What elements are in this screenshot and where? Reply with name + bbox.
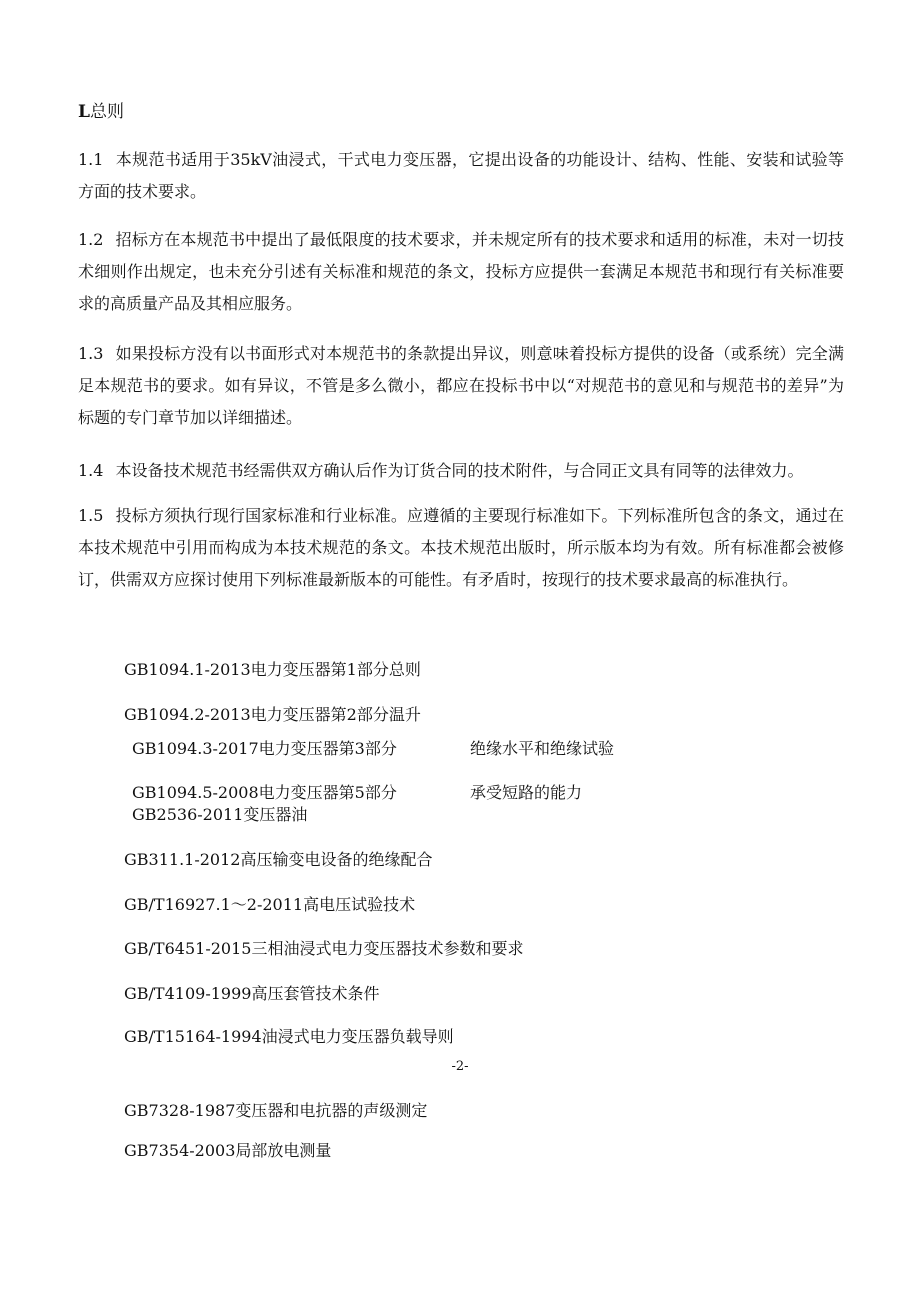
- standard-item: GB7328-1987变压器和电抗器的声级测定: [124, 1101, 428, 1120]
- standard-item-subtitle: 承受短路的能力: [470, 783, 583, 802]
- section-heading: [78, 100, 124, 124]
- standard-item: GB1094.1-2013电力变压器第1部分总则: [124, 660, 421, 679]
- section-title: 总则: [89, 102, 124, 122]
- standard-item: GB311.1-2012高压输变电设备的绝缘配合: [124, 850, 433, 869]
- paragraph-1-3: [78, 338, 844, 434]
- standard-item: GB1094.3-2017电力变压器第3部分: [132, 739, 397, 758]
- standard-item: GB2536-2011变压器油: [132, 805, 308, 824]
- page-number: -2-: [451, 1059, 469, 1074]
- paragraph-number: 1.2: [78, 230, 104, 249]
- standard-item: GB7354-2003局部放电测量: [124, 1141, 332, 1160]
- section-number: L: [78, 102, 90, 122]
- standard-item: GB/T6451-2015三相油浸式电力变压器技术参数和要求: [124, 939, 524, 958]
- paragraph-text: 投标方须执行现行国家标准和行业标准。应遵循的主要现行标准如下。下列标准所包含的条文，通过在本技术规范中引用而构成为本技术规范的条文。本技术规范出版时，所示版本均为有效。所有标准都会被修订，供需双方应探讨使用下列标准最新版本的可能性。有矛盾时，按现行的技术要求最高的标准执行。: [78, 506, 844, 589]
- paragraph-1-4: [78, 455, 844, 487]
- paragraph-1-2: [78, 224, 844, 320]
- paragraph-text: 本设备技术规范书经需供双方确认后作为订货合同的技术附件，与合同正文具有同等的法律效力。: [115, 461, 804, 480]
- paragraph-text: 本规范书适用于35kV油浸式，干式电力变压器，它提出设备的功能设计、结构、性能、安装和试验等方面的技术要求。: [78, 150, 844, 201]
- paragraph-number: 1.3: [78, 344, 104, 363]
- paragraph-number: 1.4: [78, 461, 104, 480]
- standard-item: GB/T16927.1～2-2011高电压试验技术: [124, 895, 416, 914]
- paragraph-number: 1.1: [78, 150, 104, 169]
- paragraph-1-1: [78, 144, 844, 208]
- paragraph-text: 如果投标方没有以书面形式对本规范书的条款提出异议，则意味着投标方提供的设备（或系统）完全满足本规范书的要求。如有异议，不管是多么微小，都应在投标书中以“对规范书的意见和与规范书的差异”为标题的专门章节加以详细描述。: [78, 344, 844, 427]
- standard-item: GB/T15164-1994油浸式电力变压器负载导则: [124, 1027, 454, 1046]
- standard-item: GB/T4109-1999高压套管技术条件: [124, 984, 380, 1003]
- paragraph-1-5: [78, 500, 844, 596]
- standard-item: GB1094.5-2008电力变压器第5部分: [132, 783, 397, 802]
- paragraph-number: 1.5: [78, 506, 104, 525]
- standard-item-subtitle: 绝缘水平和绝缘试验: [470, 739, 615, 758]
- paragraph-text: 招标方在本规范书中提出了最低限度的技术要求，并未规定所有的技术要求和适用的标准，未对一切技术细则作出规定，也未充分引述有关标准和规范的条文，投标方应提供一套满足本规范书和现行有关标准要求的高质量产品及其相应服务。: [78, 230, 844, 313]
- standard-item: GB1094.2-2013电力变压器第2部分温升: [124, 705, 421, 724]
